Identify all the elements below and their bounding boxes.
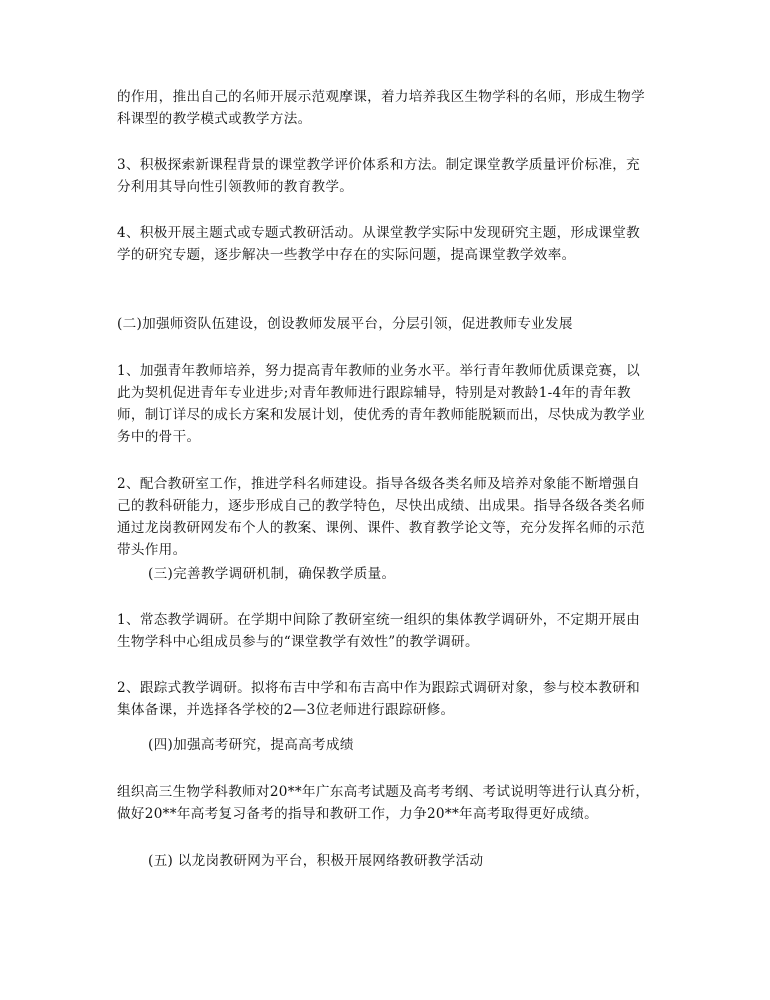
section-heading: (二)加强师资队伍建设，创设教师发展平台，分层引领，促进教师专业发展 <box>117 316 573 332</box>
paragraph: 的作用，推出自己的名师开展示范观摩课，着力培养我区生物学科的名师，形成生物学科课型的教学模式或教学方法。 <box>117 89 645 127</box>
paragraph: 1、常态教学调研。在学期中间除了教研室统一组织的集体教学调研外，不定期开展由生物学科中心组成员参与的“课堂教学有效性”的教学调研。 <box>117 612 641 650</box>
paragraph: 2、配合教研室工作，推进学科名师建设。指导各级各类名师及培养对象能不断增强自己的教科研能力，逐步形成自己的教学特色，尽快出成绩、出成果。指导各级各类名师通过龙岗教研网发布个人的教案、课例、课件、教育教学论文等，充分发挥名师的示范带头作用。 <box>117 476 645 558</box>
paragraph: 3、积极探索新课程背景的课堂教学评价体系和方法。制定课堂教学质量评价标准，充分利用其导向性引领教师的教育教学。 <box>117 157 641 195</box>
section-heading: (五) 以龙岗教研网为平台，积极开展网络教研教学活动 <box>148 853 484 869</box>
section-heading: (四)加强高考研究，提高高考成绩 <box>148 737 354 753</box>
paragraph: 1、加强青年教师培养，努力提高青年教师的业务水平。举行青年教师优质课竞赛，以此为契机促进青年专业进步;对青年教师进行跟踪辅导，特别是对教龄1-4年的青年教师，制订详尽的成长方案和发展计划，使优秀的青年教师能脱颖而出，尽快成为教学业务中的骨干。 <box>117 363 645 445</box>
paragraph: 4、积极开展主题式或专题式教研活动。从课堂教学实际中发现研究主题，形成课堂教学的研究专题，逐步解决一些教学中存在的实际问题，提高课堂教学效率。 <box>117 225 641 263</box>
section-heading: (三)完善教学调研机制，确保教学质量。 <box>148 566 396 582</box>
paragraph: 2、跟踪式教学调研。拟将布吉中学和布吉高中作为跟踪式调研对象，参与校本教研和集体备课，并选择各学校的2—3位老师进行跟踪研修。 <box>117 680 641 718</box>
paragraph: 组织高三生物学科教师对20**年广东高考试题及高考考纲、考试说明等进行认真分析，做好20**年高考复习备考的指导和教研工作，力争20**年高考取得更好成绩。 <box>117 784 650 822</box>
